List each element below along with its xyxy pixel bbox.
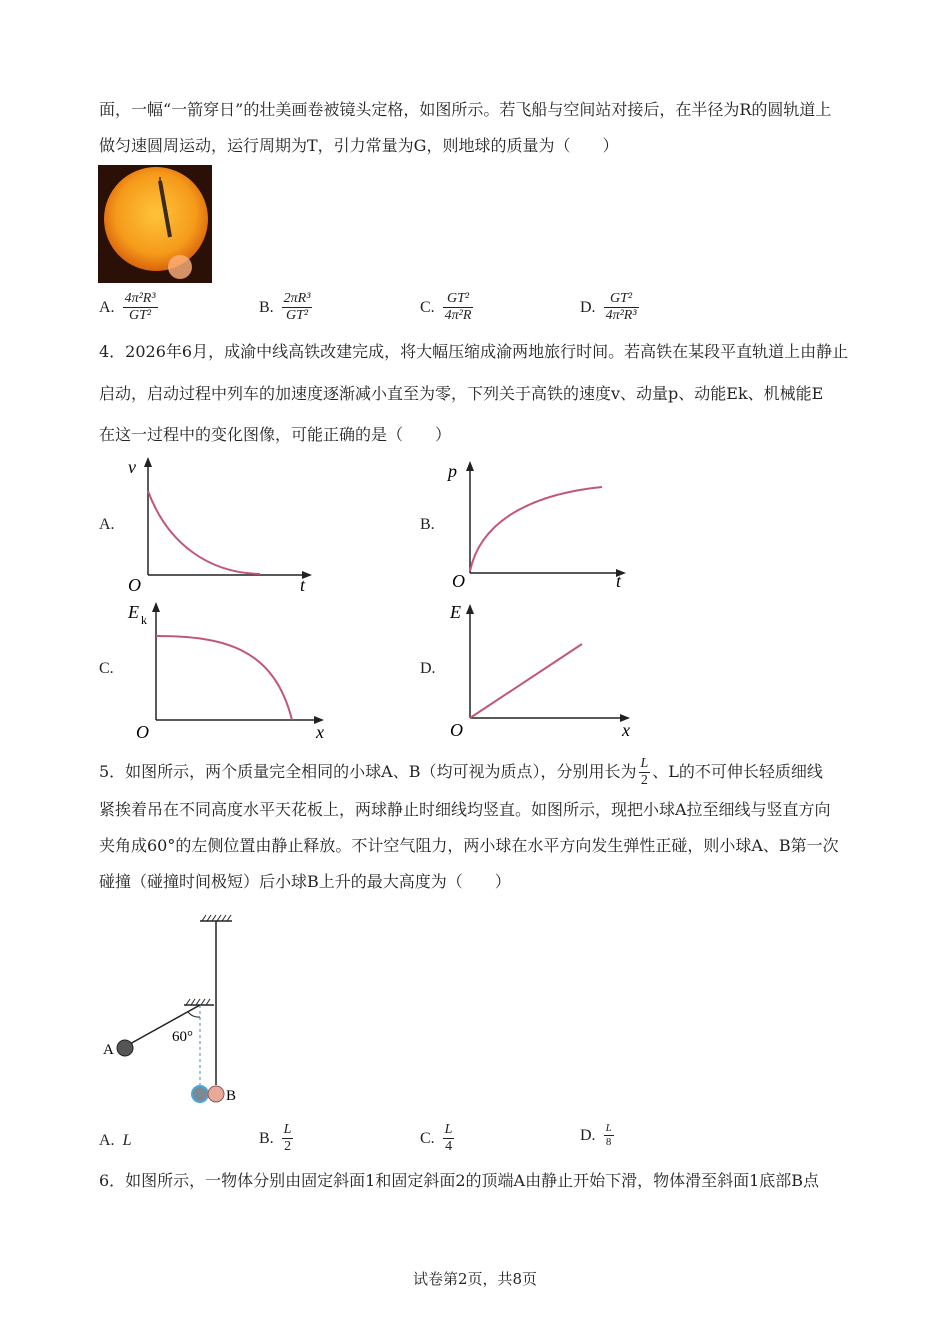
graph-a-label[interactable]: A.: [99, 516, 115, 533]
option-label: D.: [580, 1126, 596, 1144]
graph-c-origin: O: [136, 722, 149, 742]
option-label: B.: [259, 298, 274, 316]
option-denominator: GT²: [129, 308, 152, 323]
pendulum-figure: [98, 905, 258, 1110]
q5-line1: [99, 756, 823, 789]
option-numerator: 4π²R³: [124, 291, 156, 306]
option-numerator: GT²: [604, 291, 639, 308]
option-label: B.: [259, 1129, 274, 1147]
ball-a-label: A: [103, 1042, 114, 1058]
q5-line2: 紧挨着吊在不同高度水平天花板上，两球静止时细线均竖直。如图所示，现把小球A拉至细线与竖直方向: [99, 800, 831, 819]
option-numerator: L: [283, 1122, 292, 1137]
option-numerator: 2πR³: [283, 291, 311, 306]
graph-a-origin: O: [128, 575, 141, 595]
q5-option-b[interactable]: [259, 1122, 293, 1155]
graph-d-label[interactable]: D.: [420, 660, 436, 677]
option-denominator: 2: [284, 1139, 292, 1154]
q5-line3: 夹角成60°的左侧位置由静止释放。不计空气阻力，两小球在水平方向发生弹性正碰，则小球A、B第一次: [99, 836, 839, 855]
option-denominator: GT²: [286, 308, 309, 323]
q4-line2: 启动，启动过程中列车的加速度逐渐减小直至为零，下列关于高铁的速度v、动量p、动能Ek、机械能E: [99, 384, 824, 403]
option-label: A.: [99, 298, 115, 316]
graph-c-curve: [156, 636, 292, 720]
graph-b: [442, 455, 642, 595]
graph-b-curve: [470, 487, 602, 571]
q5-option-a[interactable]: [99, 1130, 131, 1151]
q5-frac-denominator: 2: [640, 773, 648, 788]
q4-line3: 在这一过程中的变化图像，可能正确的是（ ）: [99, 425, 452, 444]
q3-line1: 面，一幅“一箭穿日”的壮美画卷被镜头定格，如图所示。若飞船与空间站对接后，在半径为R的圆轨道上: [99, 100, 832, 119]
graph-c-label[interactable]: C.: [99, 660, 114, 677]
q6-line1: 6．如图所示，一物体分别由固定斜面1和固定斜面2的顶端A由静止开始下滑，物体滑至斜面1底部B点: [99, 1171, 820, 1190]
option-numerator: L: [605, 1122, 612, 1134]
ball-a: [117, 1040, 133, 1056]
graph-d: [442, 598, 642, 744]
q5-line1-start: 5．如图所示，两个质量完全相同的小球A、B（均可视为质点），分别用长为: [99, 762, 637, 781]
ball-b: [208, 1086, 224, 1102]
q5-line1-end: 、L的不可伸长轻质细线: [652, 762, 823, 781]
ball-a-rest: [192, 1086, 208, 1102]
option-label: C.: [420, 1129, 435, 1147]
option-label: C.: [420, 298, 435, 316]
graph-a-curve: [148, 491, 260, 574]
option-text: L: [122, 1132, 132, 1149]
q5-option-c[interactable]: [420, 1122, 454, 1155]
option-label: A.: [99, 1131, 115, 1149]
graph-b-origin: O: [452, 571, 465, 591]
option-denominator: 8: [605, 1136, 612, 1148]
option-denominator: 4π²R: [444, 308, 472, 323]
q3-line2: 做匀速圆周运动，运行周期为T，引力常量为G，则地球的质量为（ ）: [99, 136, 619, 155]
graph-c-xlabel: x: [316, 722, 324, 742]
graph-b-xlabel: t: [616, 571, 622, 591]
angle-label: 60°: [172, 1029, 193, 1045]
q5-frac-numerator: L: [640, 756, 649, 771]
graph-c: [124, 598, 334, 744]
graph-d-ylabel: E: [450, 602, 461, 622]
option-denominator: 4: [445, 1139, 453, 1154]
graph-a: [120, 455, 320, 595]
page-footer: 试卷第2页，共8页: [412, 1270, 538, 1288]
graph-b-label[interactable]: B.: [420, 516, 435, 533]
option-numerator: GT²: [443, 291, 474, 308]
graph-d-xlabel: x: [622, 720, 630, 740]
q5-option-d[interactable]: [580, 1122, 614, 1149]
q3-option-c[interactable]: [420, 291, 473, 324]
option-label: D.: [580, 298, 596, 316]
graph-c-ylabel: E: [128, 602, 139, 622]
graph-c-ysub: k: [141, 613, 147, 627]
q3-option-a[interactable]: [99, 291, 158, 324]
q4-line1: 4．2026年6月，成渝中线高铁改建完成，将大幅压缩成渝两地旅行时间。若高铁在某段平直轨道上由静止: [99, 342, 849, 361]
graph-d-line: [470, 644, 582, 718]
sun-rocket-photo: [98, 165, 212, 283]
graph-a-ylabel: v: [128, 457, 136, 477]
graph-d-origin: O: [450, 720, 463, 740]
ball-b-label: B: [226, 1088, 237, 1104]
q5-line4: 碰撞（碰撞时间极短）后小球B上升的最大高度为（ ）: [99, 872, 511, 891]
option-numerator: L: [444, 1122, 453, 1137]
graph-a-xlabel: t: [300, 575, 306, 595]
option-denominator: 4π²R³: [605, 308, 637, 323]
graph-b-ylabel: p: [448, 461, 457, 481]
q3-option-b[interactable]: [259, 291, 312, 324]
q3-option-d[interactable]: [580, 291, 639, 324]
